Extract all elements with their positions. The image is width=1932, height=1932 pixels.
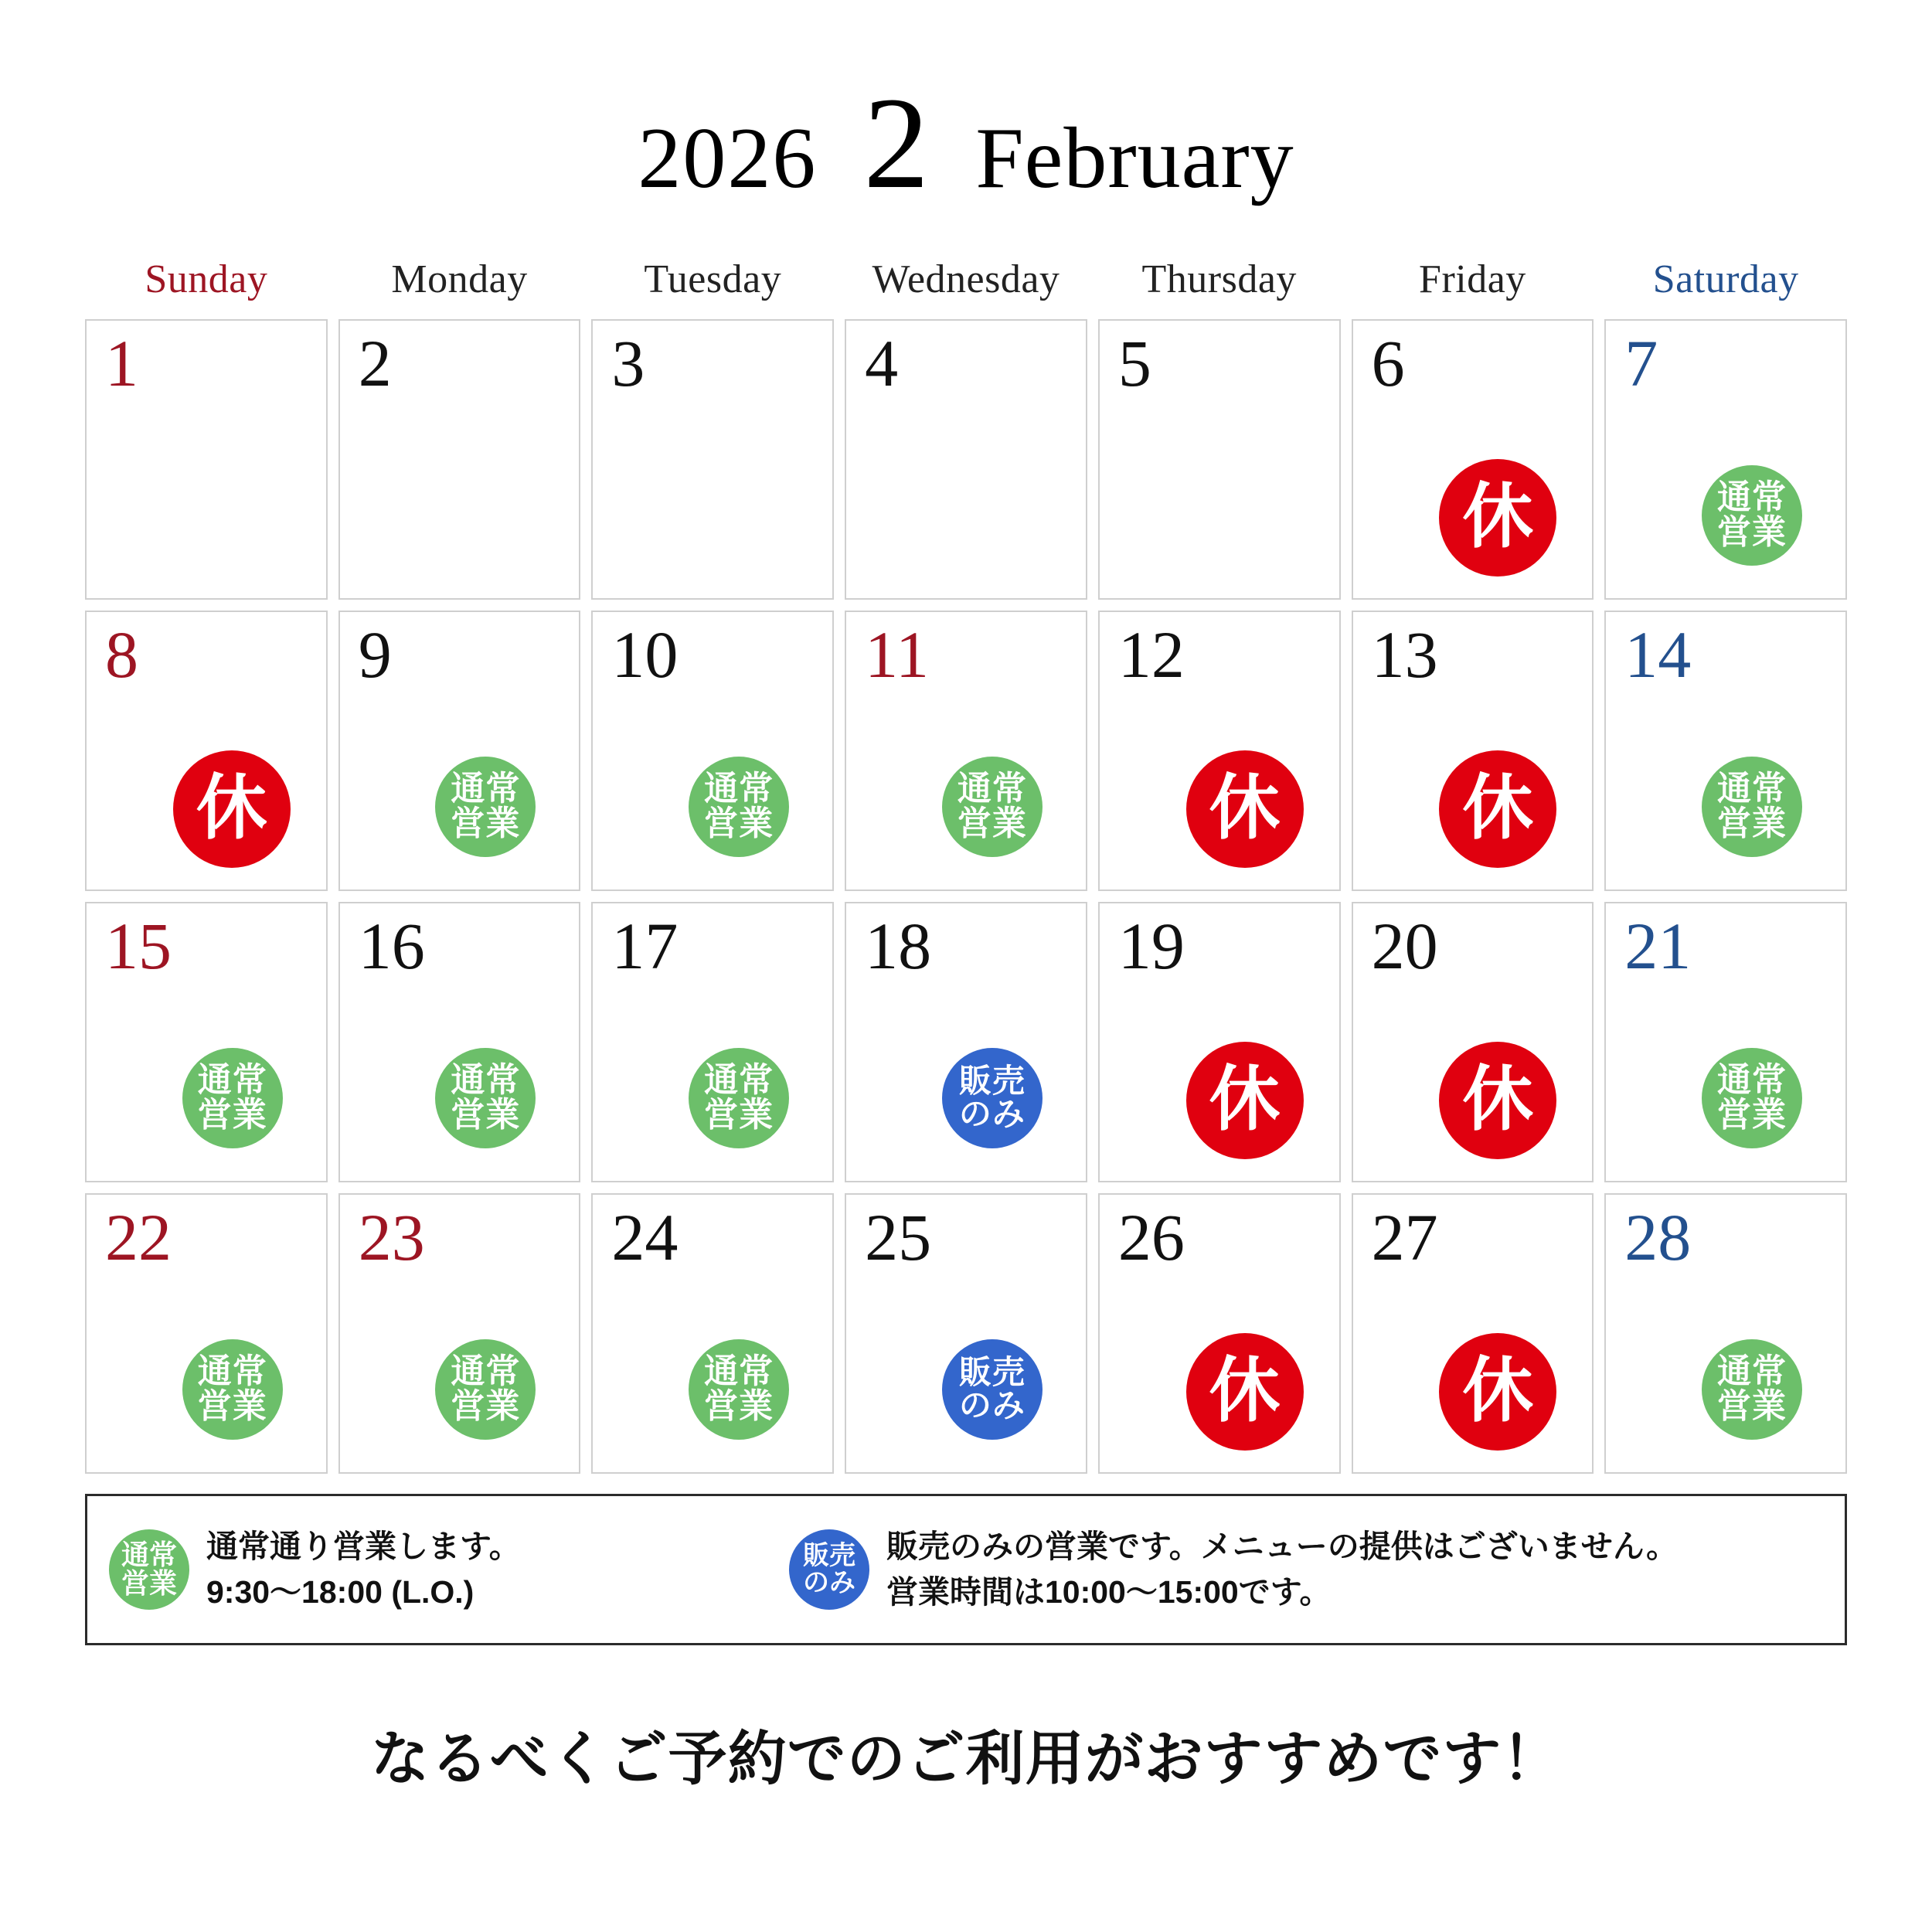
legend-normal-badge-line2: 営業	[121, 1567, 177, 1599]
legend-item	[789, 1524, 1678, 1616]
day-number: 27	[1371, 1200, 1438, 1274]
day-number: 12	[1117, 617, 1185, 692]
calendar-day-cell[interactable]	[1352, 611, 1594, 891]
legend-description-line1: 販売のみの営業です。メニューの提供はございません。	[886, 1528, 1679, 1564]
day-number: 16	[358, 909, 425, 983]
normal-badge-line1: 通常	[197, 1061, 267, 1100]
normal-hours-badge-icon	[689, 1339, 789, 1440]
day-number: 28	[1624, 1200, 1692, 1274]
day-number: 26	[1117, 1200, 1185, 1274]
footer-note: なるべくご予約でのご利用がおすすめです！	[370, 1726, 1562, 1792]
legend-item	[109, 1524, 789, 1616]
normal-badge-line2: 営業	[451, 1096, 521, 1134]
calendar-day-cell[interactable]	[1352, 1193, 1594, 1474]
normal-badge-line1: 通常	[704, 770, 774, 808]
saleonly-badge-line1: 販売	[958, 1354, 1026, 1391]
day-number: 20	[1371, 909, 1438, 983]
day-number: 13	[1371, 617, 1438, 692]
calendar-day-cell[interactable]	[1098, 611, 1341, 891]
normal-badge-line1: 通常	[1717, 478, 1787, 517]
normal-hours-badge-icon	[689, 1048, 789, 1148]
normal-badge-line1: 通常	[704, 1061, 774, 1100]
normal-badge-line2: 営業	[704, 1387, 774, 1425]
day-number: 18	[865, 909, 932, 983]
calendar-day-cell[interactable]	[591, 1193, 834, 1474]
calendar-header	[0, 0, 1932, 216]
day-number: 24	[611, 1200, 679, 1274]
legend-normal-hours-badge-icon	[109, 1529, 189, 1610]
day-number: 14	[1624, 617, 1692, 692]
legend-sale-only-badge-icon	[789, 1529, 869, 1610]
normal-badge-line1: 通常	[451, 770, 521, 808]
normal-badge-line2: 営業	[451, 804, 521, 842]
calendar-grid	[85, 319, 1847, 1474]
sale-only-badge-icon	[942, 1339, 1043, 1440]
normal-badge-line2: 営業	[957, 804, 1027, 842]
calendar-day-cell[interactable]	[1604, 902, 1847, 1182]
closed-badge-icon	[1186, 1042, 1304, 1159]
normal-hours-badge-icon	[182, 1048, 283, 1148]
calendar-day-cell[interactable]	[85, 1193, 328, 1474]
closed-badge-icon	[1186, 750, 1304, 868]
calendar-day-cell[interactable]	[338, 611, 581, 891]
calendar-day-cell[interactable]	[845, 902, 1087, 1182]
normal-badge-line1: 通常	[451, 1061, 521, 1100]
normal-badge-line2: 営業	[1717, 513, 1787, 551]
calendar-day-cell[interactable]	[1352, 319, 1594, 600]
normal-hours-badge-icon	[1702, 757, 1802, 857]
calendar-day-cell[interactable]	[591, 902, 834, 1182]
normal-hours-badge-icon	[1702, 1048, 1802, 1148]
normal-hours-badge-icon	[1702, 465, 1802, 566]
day-number: 19	[1117, 909, 1185, 983]
header-month-name: February	[975, 111, 1294, 206]
calendar-day-cell[interactable]	[1098, 902, 1341, 1182]
day-number: 9	[358, 617, 392, 692]
normal-badge-line1: 通常	[1717, 770, 1787, 808]
calendar-day-cell[interactable]	[338, 319, 581, 600]
calendar-day-cell[interactable]	[591, 319, 834, 600]
normal-hours-badge-icon	[1702, 1339, 1802, 1440]
saleonly-badge-line1: 販売	[958, 1063, 1026, 1100]
weekday-monday: Monday	[391, 257, 528, 301]
calendar-day-cell[interactable]	[845, 1193, 1087, 1474]
calendar-day-cell[interactable]	[85, 319, 328, 600]
legend-description-line2: 営業時間は10:00〜15:00です。	[886, 1574, 1332, 1610]
calendar-day-cell[interactable]	[845, 319, 1087, 600]
calendar-day-cell[interactable]	[1604, 1193, 1847, 1474]
normal-badge-line1: 通常	[704, 1352, 774, 1391]
weekday-sunday: Sunday	[145, 257, 268, 301]
weekday-wednesday: Wednesday	[872, 257, 1060, 301]
normal-badge-line1: 通常	[1717, 1352, 1787, 1391]
legend-description-line1: 通常通り営業します。	[206, 1528, 521, 1564]
weekday-tuesday: Tuesday	[644, 257, 782, 301]
legend-saleonly-badge-line1: 販売	[803, 1541, 855, 1571]
closed-badge-label: 休	[1209, 769, 1281, 849]
closed-badge-icon	[1439, 750, 1556, 868]
normal-badge-line2: 営業	[197, 1387, 267, 1425]
closed-badge-label: 休	[1462, 769, 1534, 849]
day-number: 7	[1624, 326, 1658, 400]
normal-hours-badge-icon	[435, 1048, 536, 1148]
saleonly-badge-line2: のみ	[958, 1096, 1026, 1132]
legend-box	[85, 1494, 1847, 1645]
weekday-header-row	[85, 257, 1847, 302]
legend-normal-badge-line1: 通常	[121, 1539, 177, 1571]
normal-badge-line1: 通常	[1717, 1061, 1787, 1100]
closed-badge-label: 休	[1462, 478, 1534, 557]
calendar-day-cell[interactable]	[845, 611, 1087, 891]
normal-hours-badge-icon	[182, 1339, 283, 1440]
calendar-day-cell[interactable]	[85, 611, 328, 891]
closed-badge-icon	[1439, 1333, 1556, 1451]
calendar-day-cell[interactable]	[1604, 319, 1847, 600]
closed-badge-icon	[1439, 459, 1556, 577]
day-number: 4	[865, 326, 899, 400]
closed-badge-label: 休	[1462, 1060, 1534, 1140]
closed-badge-label: 休	[196, 769, 267, 849]
calendar-day-cell[interactable]	[1098, 1193, 1341, 1474]
day-number: 5	[1117, 326, 1151, 400]
normal-badge-line1: 通常	[957, 770, 1027, 808]
closed-badge-icon	[1439, 1042, 1556, 1159]
normal-badge-line2: 営業	[451, 1387, 521, 1425]
normal-badge-line2: 営業	[704, 1096, 774, 1134]
calendar-day-cell[interactable]	[1098, 319, 1341, 600]
normal-badge-line1: 通常	[451, 1352, 521, 1391]
header-year: 2026	[638, 111, 818, 206]
day-number: 6	[1371, 326, 1405, 400]
normal-hours-badge-icon	[435, 1339, 536, 1440]
calendar-day-cell[interactable]	[338, 902, 581, 1182]
calendar-day-cell[interactable]	[1352, 902, 1594, 1182]
weekday-friday: Friday	[1419, 257, 1526, 301]
normal-hours-badge-icon	[435, 757, 536, 857]
day-number: 25	[865, 1200, 932, 1274]
legend-description	[206, 1524, 521, 1616]
day-number: 23	[358, 1200, 425, 1274]
normal-badge-line2: 営業	[1717, 1387, 1787, 1425]
header-month-number: 2	[863, 70, 930, 216]
day-number: 11	[865, 617, 929, 692]
legend-saleonly-badge-line2: のみ	[803, 1568, 855, 1597]
closed-badge-label: 休	[1462, 1352, 1534, 1431]
day-number: 15	[105, 909, 172, 983]
normal-badge-line2: 営業	[704, 804, 774, 842]
normal-badge-line2: 営業	[1717, 1096, 1787, 1134]
closed-badge-label: 休	[1209, 1060, 1281, 1140]
day-number: 8	[105, 617, 138, 692]
calendar-day-cell[interactable]	[591, 611, 834, 891]
day-number: 3	[611, 326, 645, 400]
calendar-day-cell[interactable]	[85, 902, 328, 1182]
closed-badge-icon	[173, 750, 291, 868]
day-number: 10	[611, 617, 679, 692]
legend-description-line2: 9:30〜18:00 (L.O.)	[206, 1574, 474, 1610]
day-number: 1	[105, 326, 138, 400]
closed-badge-icon	[1186, 1333, 1304, 1451]
weekday-thursday: Thursday	[1141, 257, 1297, 301]
normal-badge-line1: 通常	[197, 1352, 267, 1391]
calendar-day-cell[interactable]	[338, 1193, 581, 1474]
saleonly-badge-line2: のみ	[958, 1387, 1026, 1423]
sale-only-badge-icon	[942, 1048, 1043, 1148]
normal-badge-line2: 営業	[197, 1096, 267, 1134]
day-number: 2	[358, 326, 392, 400]
day-number: 21	[1624, 909, 1692, 983]
calendar-day-cell[interactable]	[1604, 611, 1847, 891]
legend-description	[886, 1524, 1678, 1616]
normal-hours-badge-icon	[942, 757, 1043, 857]
day-number: 17	[611, 909, 679, 983]
closed-badge-label: 休	[1209, 1352, 1281, 1431]
day-number: 22	[105, 1200, 172, 1274]
normal-hours-badge-icon	[689, 757, 789, 857]
weekday-saturday: Saturday	[1652, 257, 1799, 301]
normal-badge-line2: 営業	[1717, 804, 1787, 842]
